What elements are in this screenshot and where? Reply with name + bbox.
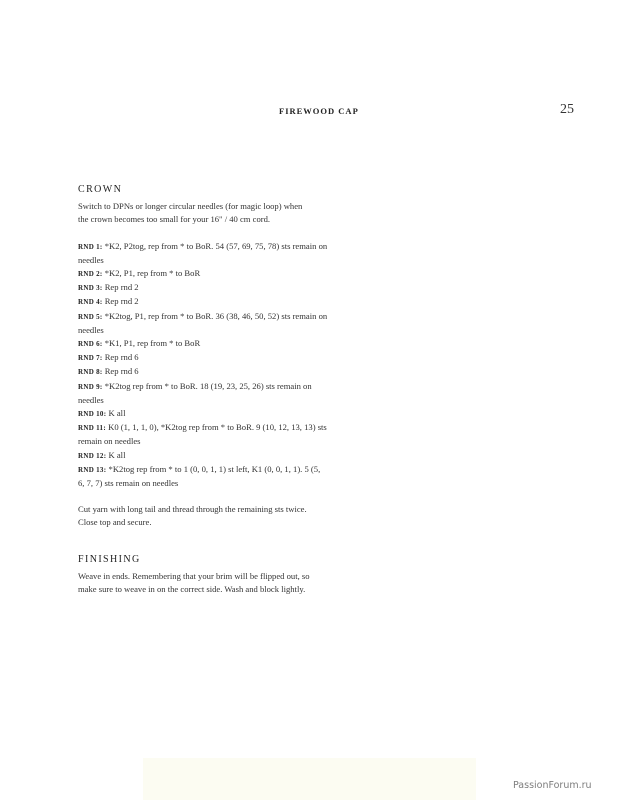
- round-instruction: [78, 240, 328, 267]
- round-instruction: [78, 407, 328, 421]
- crown-intro: Switch to DPNs or longer circular needles (for magic loop) when the crown becomes too small for your 16" / 40 cm cord.: [78, 201, 303, 225]
- round-text: Rep rnd 2: [104, 296, 139, 307]
- round-label: RND 13:: [78, 465, 107, 474]
- round-instruction: [78, 337, 328, 351]
- pattern-content: [78, 183, 328, 596]
- round-instruction: [78, 295, 328, 309]
- round-text: Rep rnd 6: [104, 352, 139, 363]
- round-label: RND 9:: [78, 382, 103, 391]
- round-label: RND 3:: [78, 284, 103, 293]
- round-label: RND 1:: [78, 242, 103, 251]
- round-label: RND 2:: [78, 270, 103, 279]
- round-text: K0 (1, 1, 1, 0), *K2tog rep from * to BoR. 9 (10, 12, 13, 13) sts remain on needles: [78, 422, 327, 447]
- round-text: K all: [108, 449, 126, 460]
- round-label: RND 10:: [78, 410, 107, 419]
- round-instruction: [78, 267, 328, 281]
- round-list: [78, 240, 328, 491]
- round-instruction: [78, 351, 328, 365]
- round-text: *K2tog rep from * to BoR. 18 (19, 23, 25, 26) sts remain on needles: [78, 380, 312, 405]
- running-title: FIREWOOD CAP: [279, 106, 359, 116]
- round-instruction: [78, 310, 328, 337]
- round-text: *K1, P1, rep from * to BoR: [104, 338, 201, 349]
- crown-heading: CROWN: [78, 184, 123, 195]
- round-label: RND 4:: [78, 298, 103, 307]
- round-text: *K2, P1, rep from * to BoR: [104, 268, 201, 279]
- crown-closing: Cut yarn with long tail and thread through the remaining sts twice. Close top and secure.: [78, 504, 307, 528]
- round-label: RND 5:: [78, 312, 103, 321]
- round-instruction: [78, 463, 328, 490]
- round-text: *K2tog, P1, rep from * to BoR. 36 (38, 46, 50, 52) sts remain on needles: [78, 310, 328, 335]
- round-text: *K2, P2tog, rep from * to BoR. 54 (57, 69, 75, 78) sts remain on needles: [78, 240, 328, 265]
- page-number: 25: [560, 102, 574, 117]
- round-text: Rep rnd 2: [104, 282, 139, 293]
- round-instruction: [78, 380, 328, 407]
- round-text: Rep rnd 6: [104, 366, 139, 377]
- round-label: RND 8:: [78, 368, 103, 377]
- round-label: RND 12:: [78, 451, 107, 460]
- round-label: RND 7:: [78, 354, 103, 363]
- finishing-text: Weave in ends. Remembering that your brim will be flipped out, so make sure to weave in on the correct side. Wash and block lightly.: [78, 570, 310, 595]
- round-label: RND 11:: [78, 424, 106, 433]
- round-label: RND 6:: [78, 340, 103, 349]
- round-instruction: [78, 365, 328, 379]
- footer-tint: [143, 758, 476, 800]
- round-instruction: [78, 421, 328, 448]
- round-instruction: [78, 449, 328, 463]
- round-text: K all: [108, 408, 126, 419]
- finishing-heading: FINISHING: [78, 553, 141, 565]
- round-text: *K2tog rep from * to 1 (0, 0, 1, 1) st left, K1 (0, 0, 1, 1). 5 (5, 6, 7, 7) sts remain on needles: [78, 463, 321, 489]
- round-instruction: [78, 281, 328, 295]
- watermark: PassionForum.ru: [513, 780, 592, 791]
